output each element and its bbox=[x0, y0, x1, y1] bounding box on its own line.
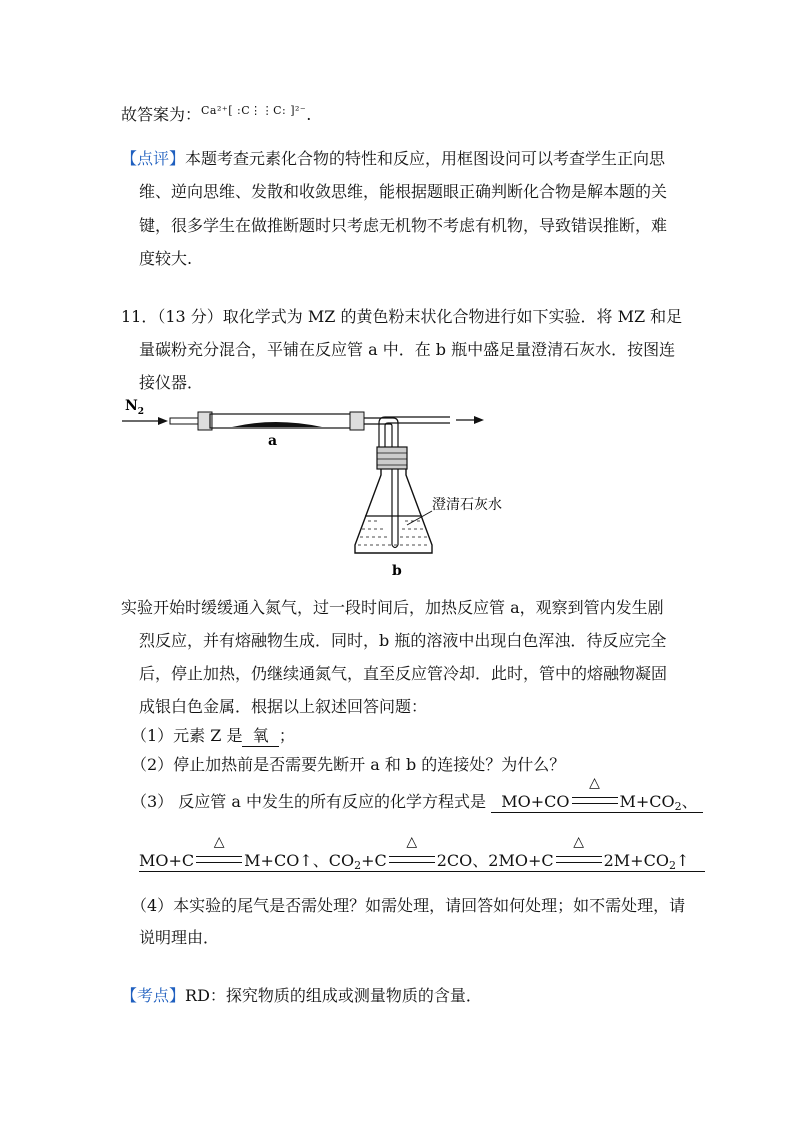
q1-suffix: ； bbox=[278, 726, 295, 745]
answer-prefix: 故答案为： bbox=[121, 105, 202, 124]
kaodian-line bbox=[121, 986, 482, 1006]
flask-stopper bbox=[377, 447, 407, 469]
heat-equals-sign: △ bbox=[570, 792, 620, 812]
question-line-2: 量碳粉充分混合，平铺在反应管 a 中．在 b 瓶中盛足量澄清石灰水．按图连 bbox=[139, 340, 676, 359]
comment-tag: 【点评】 bbox=[121, 149, 186, 168]
experiment-line-2: 烈反应，并有熔融物生成．同时，b 瓶的溶液中出现白色浑浊．待反应完全 bbox=[139, 631, 667, 650]
experiment-line-4: 成银白色金属．根据以上叙述回答问题： bbox=[139, 697, 428, 716]
q3-line-1 bbox=[131, 775, 703, 817]
gas-label: $N_2$ bbox=[125, 398, 145, 417]
kaodian-tag: 【考点】 bbox=[121, 986, 186, 1005]
solution-label: 澄清石灰水 bbox=[432, 497, 502, 513]
erlenmeyer-flask bbox=[355, 469, 432, 553]
q3-line-2 bbox=[139, 834, 705, 876]
flask-label: b bbox=[392, 563, 402, 579]
q3-answer-part-2: MO+C △ M+CO↑、$CO_2+C$ △ 2CO、2MO+C △ $2M+CO_2↑$ bbox=[139, 851, 705, 872]
limewater-liquid bbox=[358, 516, 430, 545]
comment-line-1 bbox=[121, 149, 665, 169]
question-line-1: 11．（13 分）取化学式为 MZ 的黄色粉末状化合物进行如下实验．将 MZ 和足 bbox=[121, 307, 683, 326]
answer-suffix: . bbox=[306, 105, 312, 124]
kaodian-text: RD：探究物质的组成或测量物质的含量． bbox=[185, 986, 482, 1005]
q4-line-1: （4）本实验的尾气是否需处理？如需处理，请回答如何处理；如不需处理，请 bbox=[131, 896, 686, 915]
outlet-arrow bbox=[456, 416, 484, 424]
answer-formula: Ca²⁺[ :C⋮⋮C: ]²⁻ bbox=[201, 104, 307, 117]
heat-equals-sign: △ bbox=[387, 851, 437, 871]
experiment-line-3: 后，停止加热，仍继续通氮气，直至反应管冷却．此时，管中的熔融物凝固 bbox=[139, 664, 668, 683]
q1-answer: 氧 bbox=[242, 726, 279, 745]
comment-line-3: 键，很多学生在做推断题时只考虑无机物不考虑有机物，导致错误推断，难 bbox=[139, 216, 668, 235]
stopper-right bbox=[350, 412, 364, 430]
powder bbox=[232, 422, 322, 427]
q3-prefix: （3） 反应管 a 中发生的所有反应的化学方程式是 bbox=[131, 792, 486, 811]
apparatus-diagram bbox=[0, 395, 800, 585]
q3-answer-part-1: MO+CO △ $M+CO_2$、 bbox=[491, 792, 703, 813]
answer-line bbox=[121, 101, 311, 125]
heat-equals-sign: △ bbox=[554, 851, 604, 871]
q4-line-2: 说明理由． bbox=[139, 928, 220, 947]
q1-line bbox=[131, 726, 295, 746]
connecting-pipe bbox=[364, 418, 398, 545]
q1-prefix: （1）元素 Z 是 bbox=[131, 726, 243, 745]
tube-label: a bbox=[268, 433, 278, 449]
question-line-3: 接仪器． bbox=[139, 373, 204, 392]
experiment-line-1: 实验开始时缓缓通入氮气，过一段时间后，加热反应管 a，观察到管内发生剧 bbox=[121, 598, 664, 617]
inlet-arrow bbox=[122, 417, 168, 425]
comment-text-1: 本题考查元素化合物的特性和反应，用框图设问可以考查学生正向思 bbox=[185, 149, 666, 168]
q2-line: （2）停止加热前是否需要先断开 a 和 b 的连接处？为什么？ bbox=[131, 755, 566, 774]
comment-line-2: 维、逆向思维、发散和收敛思维，能根据题眼正确判断化合物是解本题的关 bbox=[139, 182, 668, 201]
comment-line-4: 度较大. bbox=[139, 249, 193, 268]
heat-equals-sign: △ bbox=[194, 851, 244, 871]
